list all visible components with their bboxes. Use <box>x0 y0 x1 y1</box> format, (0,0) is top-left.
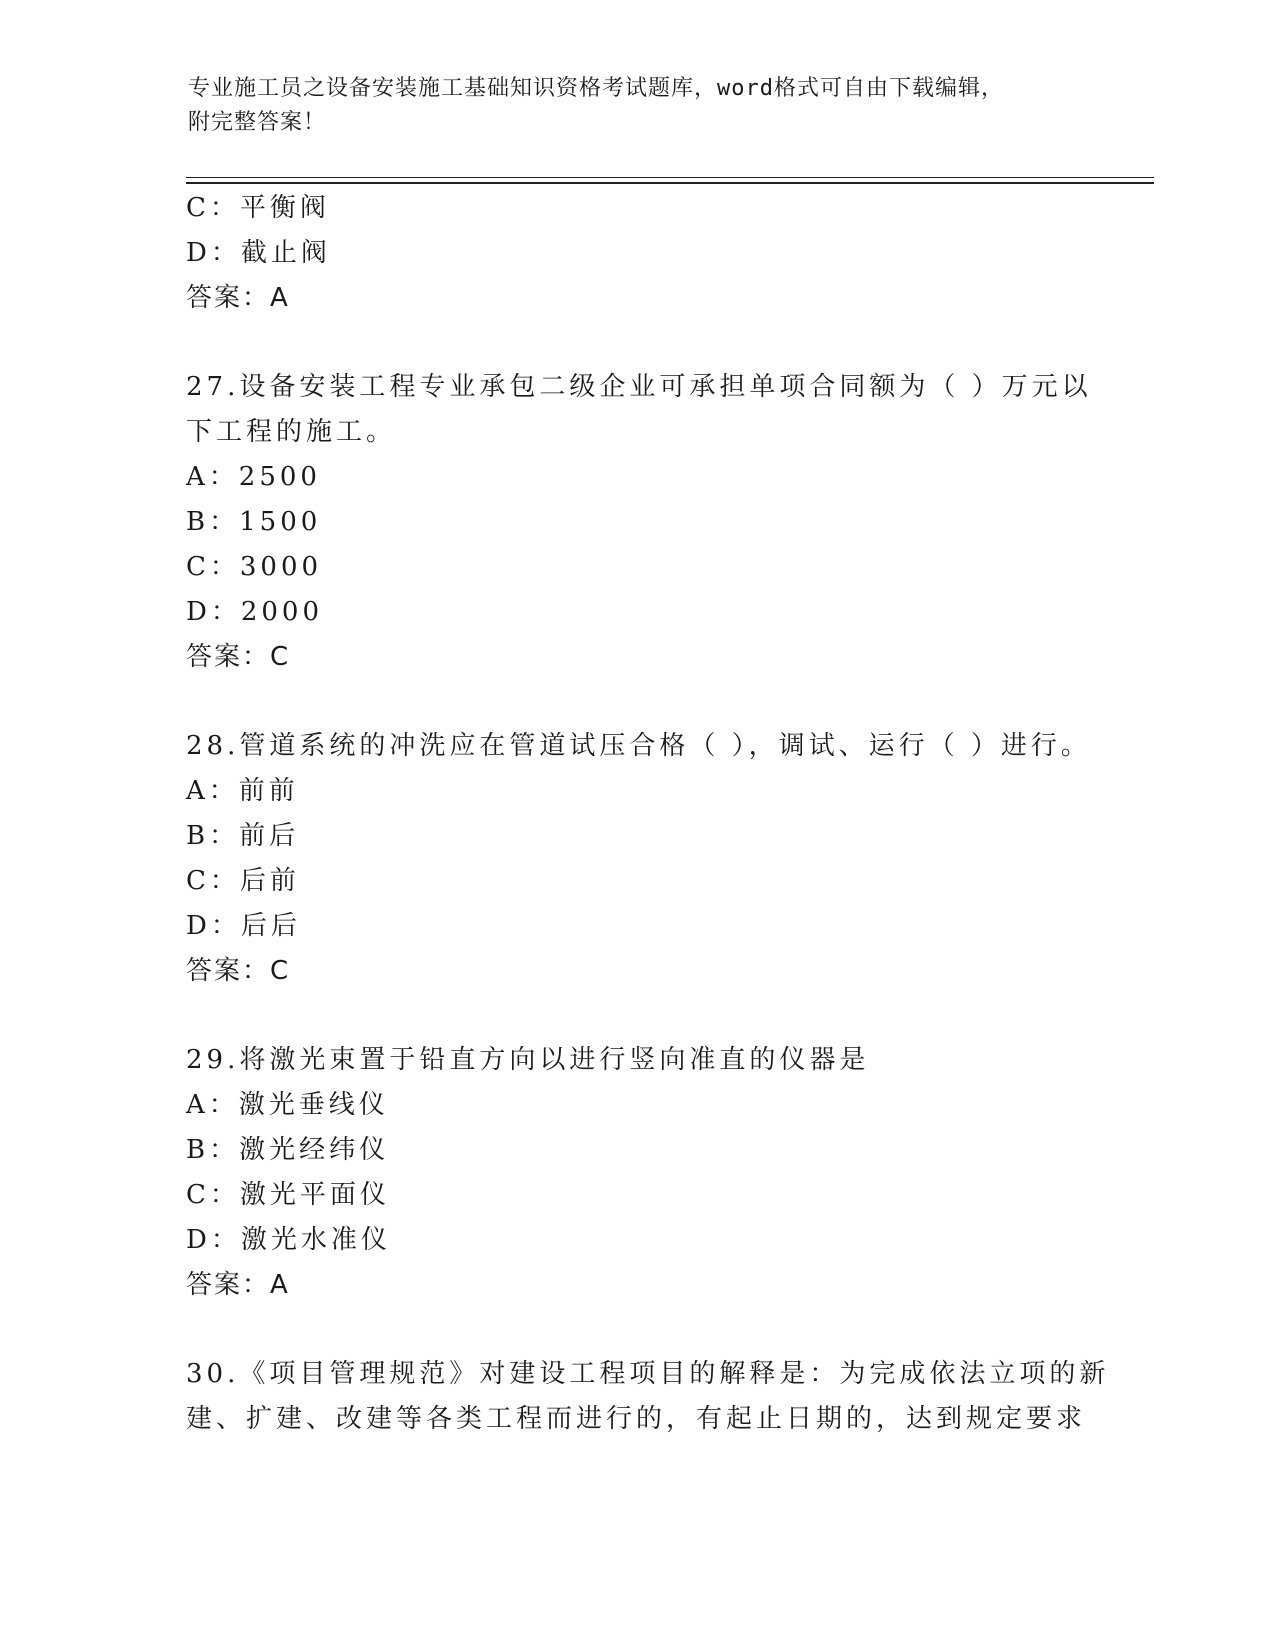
q27-option-d: D：2000 <box>186 597 324 627</box>
q27-text-line-2: 下工程的施工。 <box>186 417 397 447</box>
q29-option-b: B：激光经纬仪 <box>186 1135 390 1165</box>
prev-option-c: C：平衡阀 <box>186 193 330 223</box>
q27-option-c: C：3000 <box>186 552 323 582</box>
q27-text-line-1: 27.设备安装工程专业承包二级企业可承担单项合同额为（ ）万元以 <box>186 372 1092 402</box>
header-line-1: 专业施工员之设备安装施工基础知识资格考试题库，word格式可自由下载编辑， <box>188 76 1004 101</box>
q28-option-a: A：前前 <box>186 776 299 806</box>
q29-option-c: C：激光平面仪 <box>186 1180 390 1210</box>
header-rule-thick <box>186 182 1154 184</box>
q30-text-line-2: 建、扩建、改建等各类工程而进行的，有起止日期的，达到规定要求 <box>186 1404 1087 1434</box>
header-line-2: 附完整答案！ <box>188 110 327 135</box>
q28-option-c: C：后前 <box>186 866 300 896</box>
q29-answer: 答案：A <box>186 1270 290 1300</box>
prev-option-d: D：截止阀 <box>186 238 331 268</box>
q27-option-a: A：2500 <box>186 462 321 492</box>
q28-option-b: B：前后 <box>186 821 300 851</box>
q30-text-line-1: 30.《项目管理规范》对建设工程项目的解释是：为完成依法立项的新 <box>186 1359 1110 1389</box>
q27-option-b: B：1500 <box>186 507 322 537</box>
header-rule-thin <box>186 177 1154 178</box>
q29-option-a: A：激光垂线仪 <box>186 1090 389 1120</box>
q28-option-d: D：后后 <box>186 911 301 941</box>
q27-answer: 答案：C <box>186 642 291 672</box>
document-header <box>188 72 1068 140</box>
q28-answer: 答案：C <box>186 956 291 986</box>
q29-option-d: D：激光水准仪 <box>186 1225 391 1255</box>
q28-text-line-1: 28.管道系统的冲洗应在管道试压合格（ ），调试、运行（ ）进行。 <box>186 731 1091 761</box>
q29-text-line-1: 29.将激光束置于铅直方向以进行竖向准直的仪器是 <box>186 1045 870 1075</box>
prev-answer: 答案：A <box>186 283 290 313</box>
